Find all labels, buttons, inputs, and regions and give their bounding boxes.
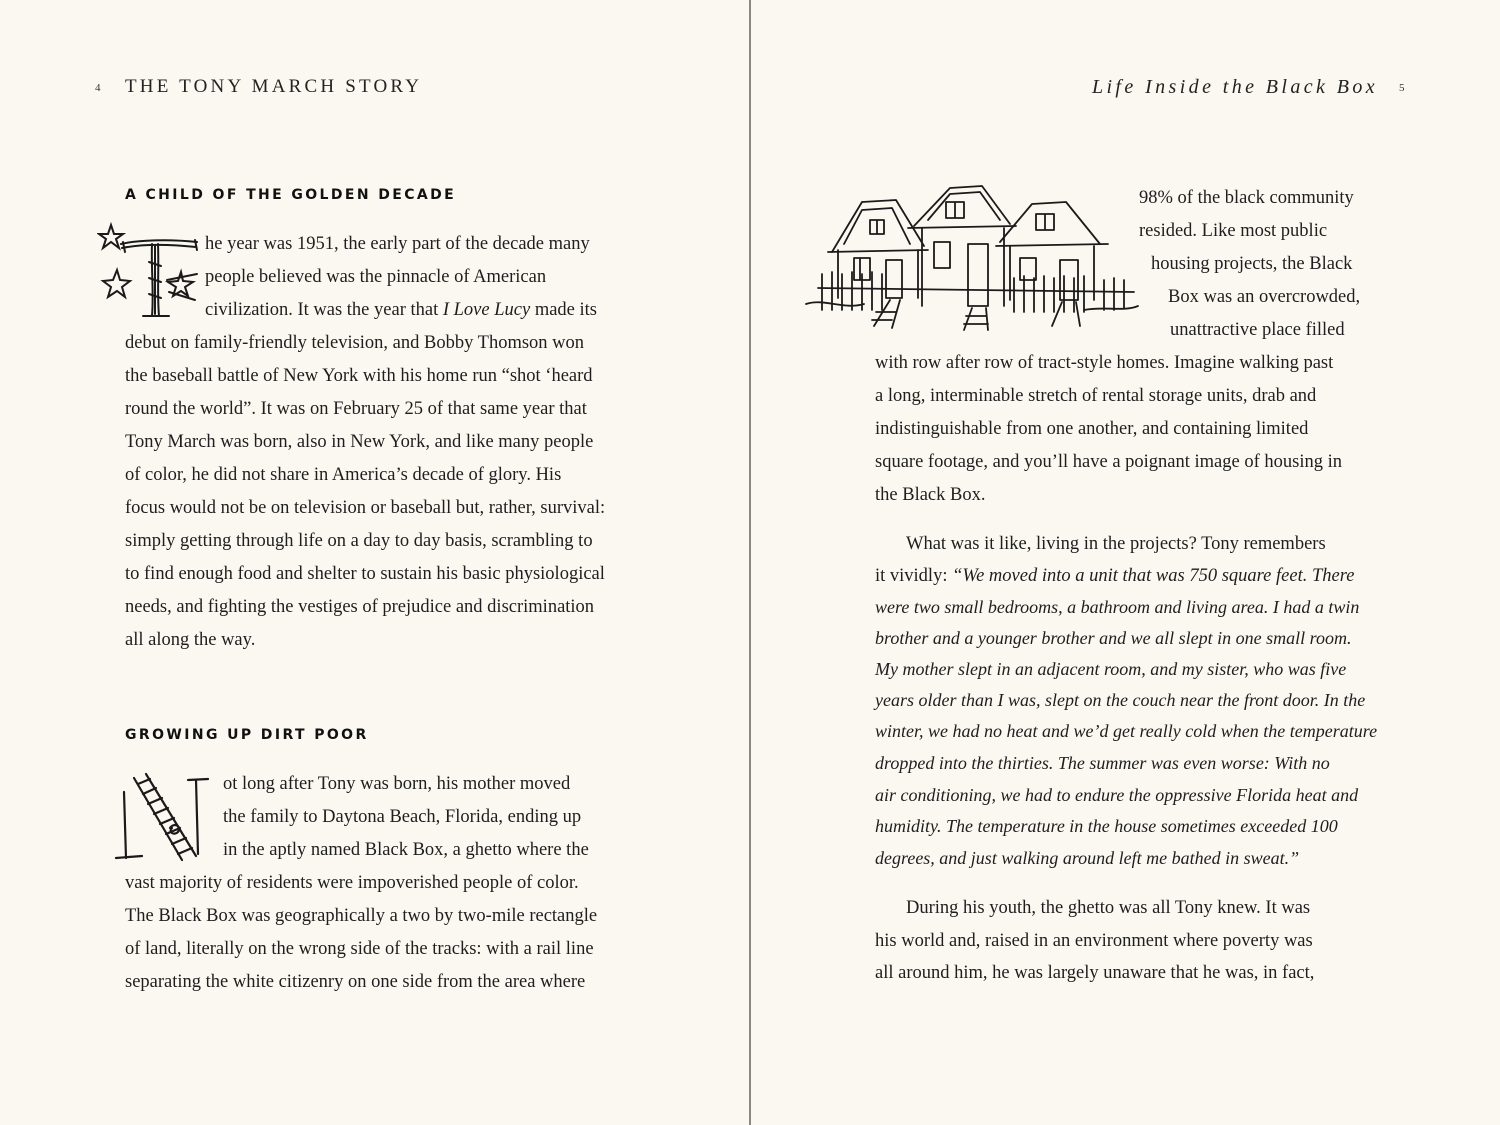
tv-show-title: I Love Lucy [442, 300, 531, 320]
body-line: What was it like, living in the projects? Tony remembers [906, 534, 1326, 554]
body-line: he year was 1951, the early part of the decade many [205, 234, 590, 254]
quote-line: brother and a younger brother and we all slept in one small room. [875, 628, 1352, 648]
row-houses-illustration [804, 180, 1140, 341]
quote-line: degrees, and just walking around left me bathed in sweat.” [875, 848, 1300, 868]
body-line: a long, interminable stretch of rental storage units, drab and [875, 386, 1317, 406]
body-line: of land, literally on the wrong side of the tracks: with a rail line [125, 939, 594, 959]
body-line: vast majority of residents were impoverished people of color. [125, 873, 579, 893]
drop-cap-t-icon [97, 222, 203, 320]
body-line: with row after row of tract-style homes. Imagine walking past [875, 353, 1334, 373]
body-line: of color, he did not share in America’s decade of glory. His [125, 465, 562, 485]
running-head-right: Life Inside the Black Box [1091, 76, 1378, 98]
section-heading-dirt-poor: GROWING UP DIRT POOR [125, 727, 369, 743]
body-line: ot long after Tony was born, his mother moved [223, 774, 571, 794]
body-line: resided. Like most public [1139, 221, 1328, 241]
houses-sketch-icon [804, 180, 1140, 336]
body-text: made its [534, 300, 597, 320]
body-line [875, 565, 1354, 587]
body-line [205, 299, 597, 321]
body-line: indistinguishable from one another, and containing limited [875, 419, 1309, 439]
body-line: focus would not be on television or baseball but, rather, survival: [125, 498, 606, 518]
right-page [751, 0, 1500, 1125]
body-line: needs, and fighting the vestiges of prejudice and discrimination [125, 597, 595, 617]
body-line: the Black Box. [875, 485, 986, 505]
body-line: housing projects, the Black [1151, 254, 1353, 274]
quote-text: “We moved into a unit that was 750 square feet. There [952, 566, 1355, 586]
body-line: the baseball battle of New York with his home run “shot ‘heard [125, 366, 593, 386]
body-line: debut on family-friendly television, and Bobby Thomson won [125, 333, 585, 353]
running-head-left: THE TONY MARCH STORY [125, 76, 423, 97]
body-line: During his youth, the ghetto was all Tony knew. It was [906, 898, 1311, 918]
quote-line: were two small bedrooms, a bathroom and living area. I had a twin [875, 597, 1360, 617]
body-line: round the world”. It was on February 25 of that same year that [125, 399, 587, 419]
quote-line: humidity. The temperature in the house sometimes exceeded 100 [875, 816, 1338, 836]
body-line: the family to Daytona Beach, Florida, ending up [223, 807, 582, 827]
body-line: his world and, raised in an environment where poverty was [875, 931, 1313, 951]
body-line: separating the white citizenry on one side from the area where [125, 972, 586, 992]
body-line: square footage, and you’ll have a poignant image of housing in [875, 452, 1342, 472]
body-line: to find enough food and shelter to sustain his basic physiological [125, 564, 605, 584]
page-number-left: 4 [95, 82, 101, 94]
quote-line: air conditioning, we had to endure the oppressive Florida heat and [875, 785, 1359, 805]
section-heading-golden-decade: A CHILD OF THE GOLDEN DECADE [125, 187, 457, 203]
page-number-right: 5 [1399, 82, 1405, 94]
quote-line: years older than I was, slept on the couch near the front door. In the [875, 690, 1366, 710]
body-line: Tony March was born, also in New York, and like many people [125, 432, 594, 452]
drop-cap-n-icon [112, 770, 218, 866]
body-line: The Black Box was geographically a two by two-mile rectangle [125, 906, 598, 926]
body-line: unattractive place filled [1170, 320, 1345, 340]
body-line: all around him, he was largely unaware that he was, in fact, [875, 963, 1315, 983]
drop-cap-n [112, 770, 218, 871]
quote-line: dropped into the thirties. The summer was even worse: With no [875, 753, 1330, 773]
body-line: simply getting through life on a day to day basis, scrambling to [125, 531, 593, 551]
body-line: all along the way. [125, 630, 256, 650]
body-line: people believed was the pinnacle of American [205, 267, 547, 287]
quote-line: winter, we had no heat and we’d get really cold when the temperature [875, 721, 1378, 741]
body-line: Box was an overcrowded, [1168, 287, 1361, 307]
drop-cap-t [97, 222, 203, 325]
body-text: civilization. It was the year that [205, 300, 439, 320]
quote-line: My mother slept in an adjacent room, and my sister, who was five [875, 659, 1347, 679]
body-line: in the aptly named Black Box, a ghetto where the [223, 840, 589, 860]
body-line: 98% of the black community [1139, 188, 1354, 208]
body-text: it vividly: [875, 566, 953, 586]
